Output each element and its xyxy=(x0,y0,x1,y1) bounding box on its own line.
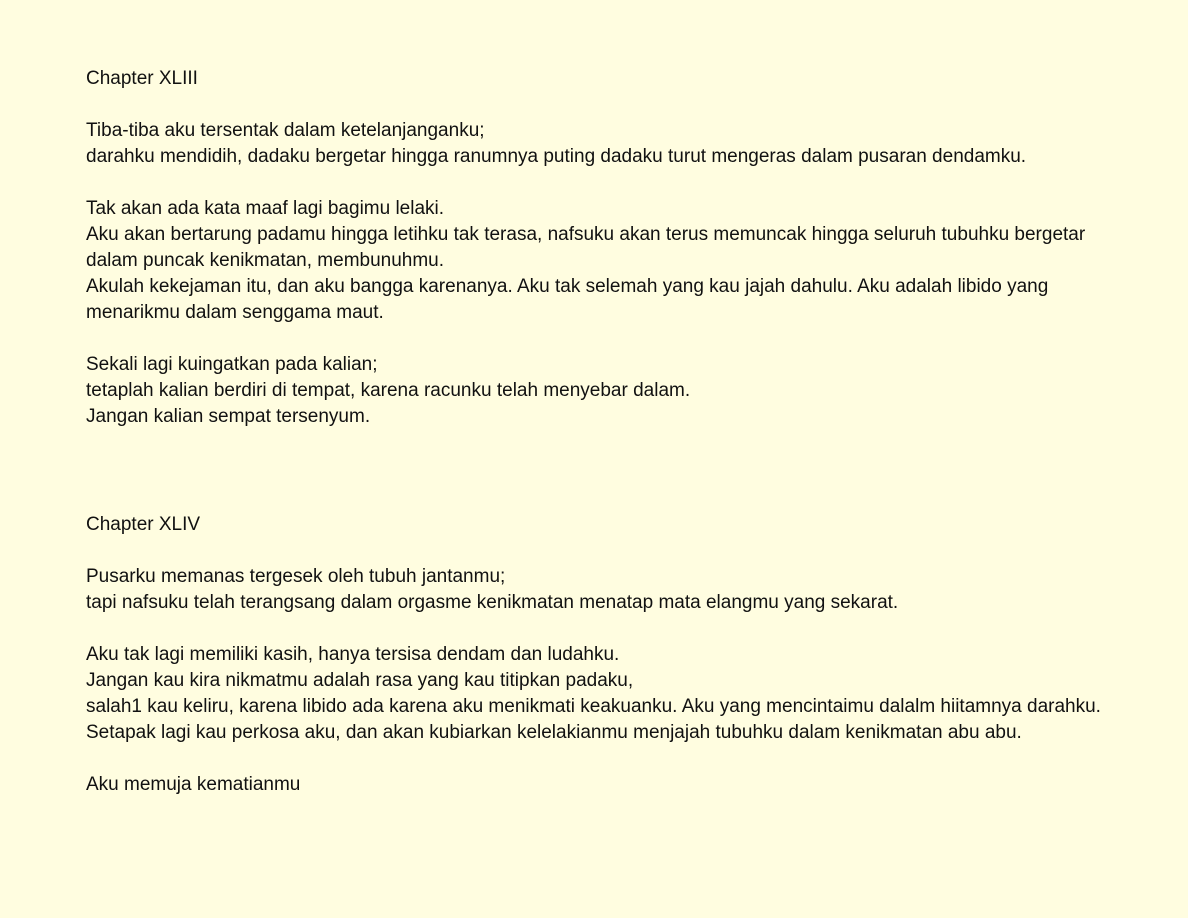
chapter-xliii xyxy=(86,66,1116,430)
stanza xyxy=(86,118,1116,170)
text-line: Tiba-tiba aku tersentak dalam ketelanjanganku; xyxy=(86,120,485,141)
spacer xyxy=(86,170,1116,196)
text-line: Jangan kalian sempat tersenyum. xyxy=(86,406,371,427)
text-line: tetaplah kalian berdiri di tempat, karena racunku telah menyebar dalam. xyxy=(86,380,691,401)
chapter-title: Chapter XLIV xyxy=(86,514,201,535)
spacer xyxy=(86,326,1116,352)
chapter-xliv xyxy=(86,512,1116,798)
text-line: Aku memuja kematianmu xyxy=(86,774,301,795)
stanza xyxy=(86,564,1116,616)
text-line: Akulah kekejaman itu, dan aku bangga karenanya. Aku tak selemah yang kau jajah dahulu. Aku adalah libido yang menarikmu dalam senggama maut. xyxy=(86,276,1049,323)
spacer xyxy=(86,746,1116,772)
spacer xyxy=(86,616,1116,642)
text-line: salah1 kau keliru, karena libido ada karena aku menikmati keakuanku. Aku yang mencintaimu dalalm hiitamnya darahku. xyxy=(86,696,1101,717)
stanza xyxy=(86,772,1116,798)
spacer xyxy=(86,538,1116,564)
stanza xyxy=(86,196,1116,326)
text-line: Aku tak lagi memiliki kasih, hanya tersisa dendam dan ludahku. xyxy=(86,644,620,665)
chapter-title: Chapter XLIII xyxy=(86,68,198,89)
stanza xyxy=(86,352,1116,430)
text-line: darahku mendidih, dadaku bergetar hingga ranumnya puting dadaku turut mengeras dalam pusaran dendamku. xyxy=(86,146,1027,167)
text-line: Aku akan bertarung padamu hingga letihku tak terasa, nafsuku akan terus memuncak hingga seluruh tubuhku bergetar dalam puncak kenikmatan, membunuhmu. xyxy=(86,224,1086,271)
text-line: Setapak lagi kau perkosa aku, dan akan kubiarkan kelelakianmu menjajah tubuhku dalam kenikmatan abu abu. xyxy=(86,722,1022,743)
text-line: Tak akan ada kata maaf lagi bagimu lelaki. xyxy=(86,198,445,219)
text-line: Pusarku memanas tergesek oleh tubuh jantanmu; xyxy=(86,566,506,587)
text-line: Jangan kau kira nikmatmu adalah rasa yang kau titipkan padaku, xyxy=(86,670,634,691)
stanza xyxy=(86,642,1116,746)
spacer xyxy=(86,92,1116,118)
text-line: tapi nafsuku telah terangsang dalam orgasme kenikmatan menatap mata elangmu yang sekarat. xyxy=(86,592,899,613)
text-line: Sekali lagi kuingatkan pada kalian; xyxy=(86,354,378,375)
